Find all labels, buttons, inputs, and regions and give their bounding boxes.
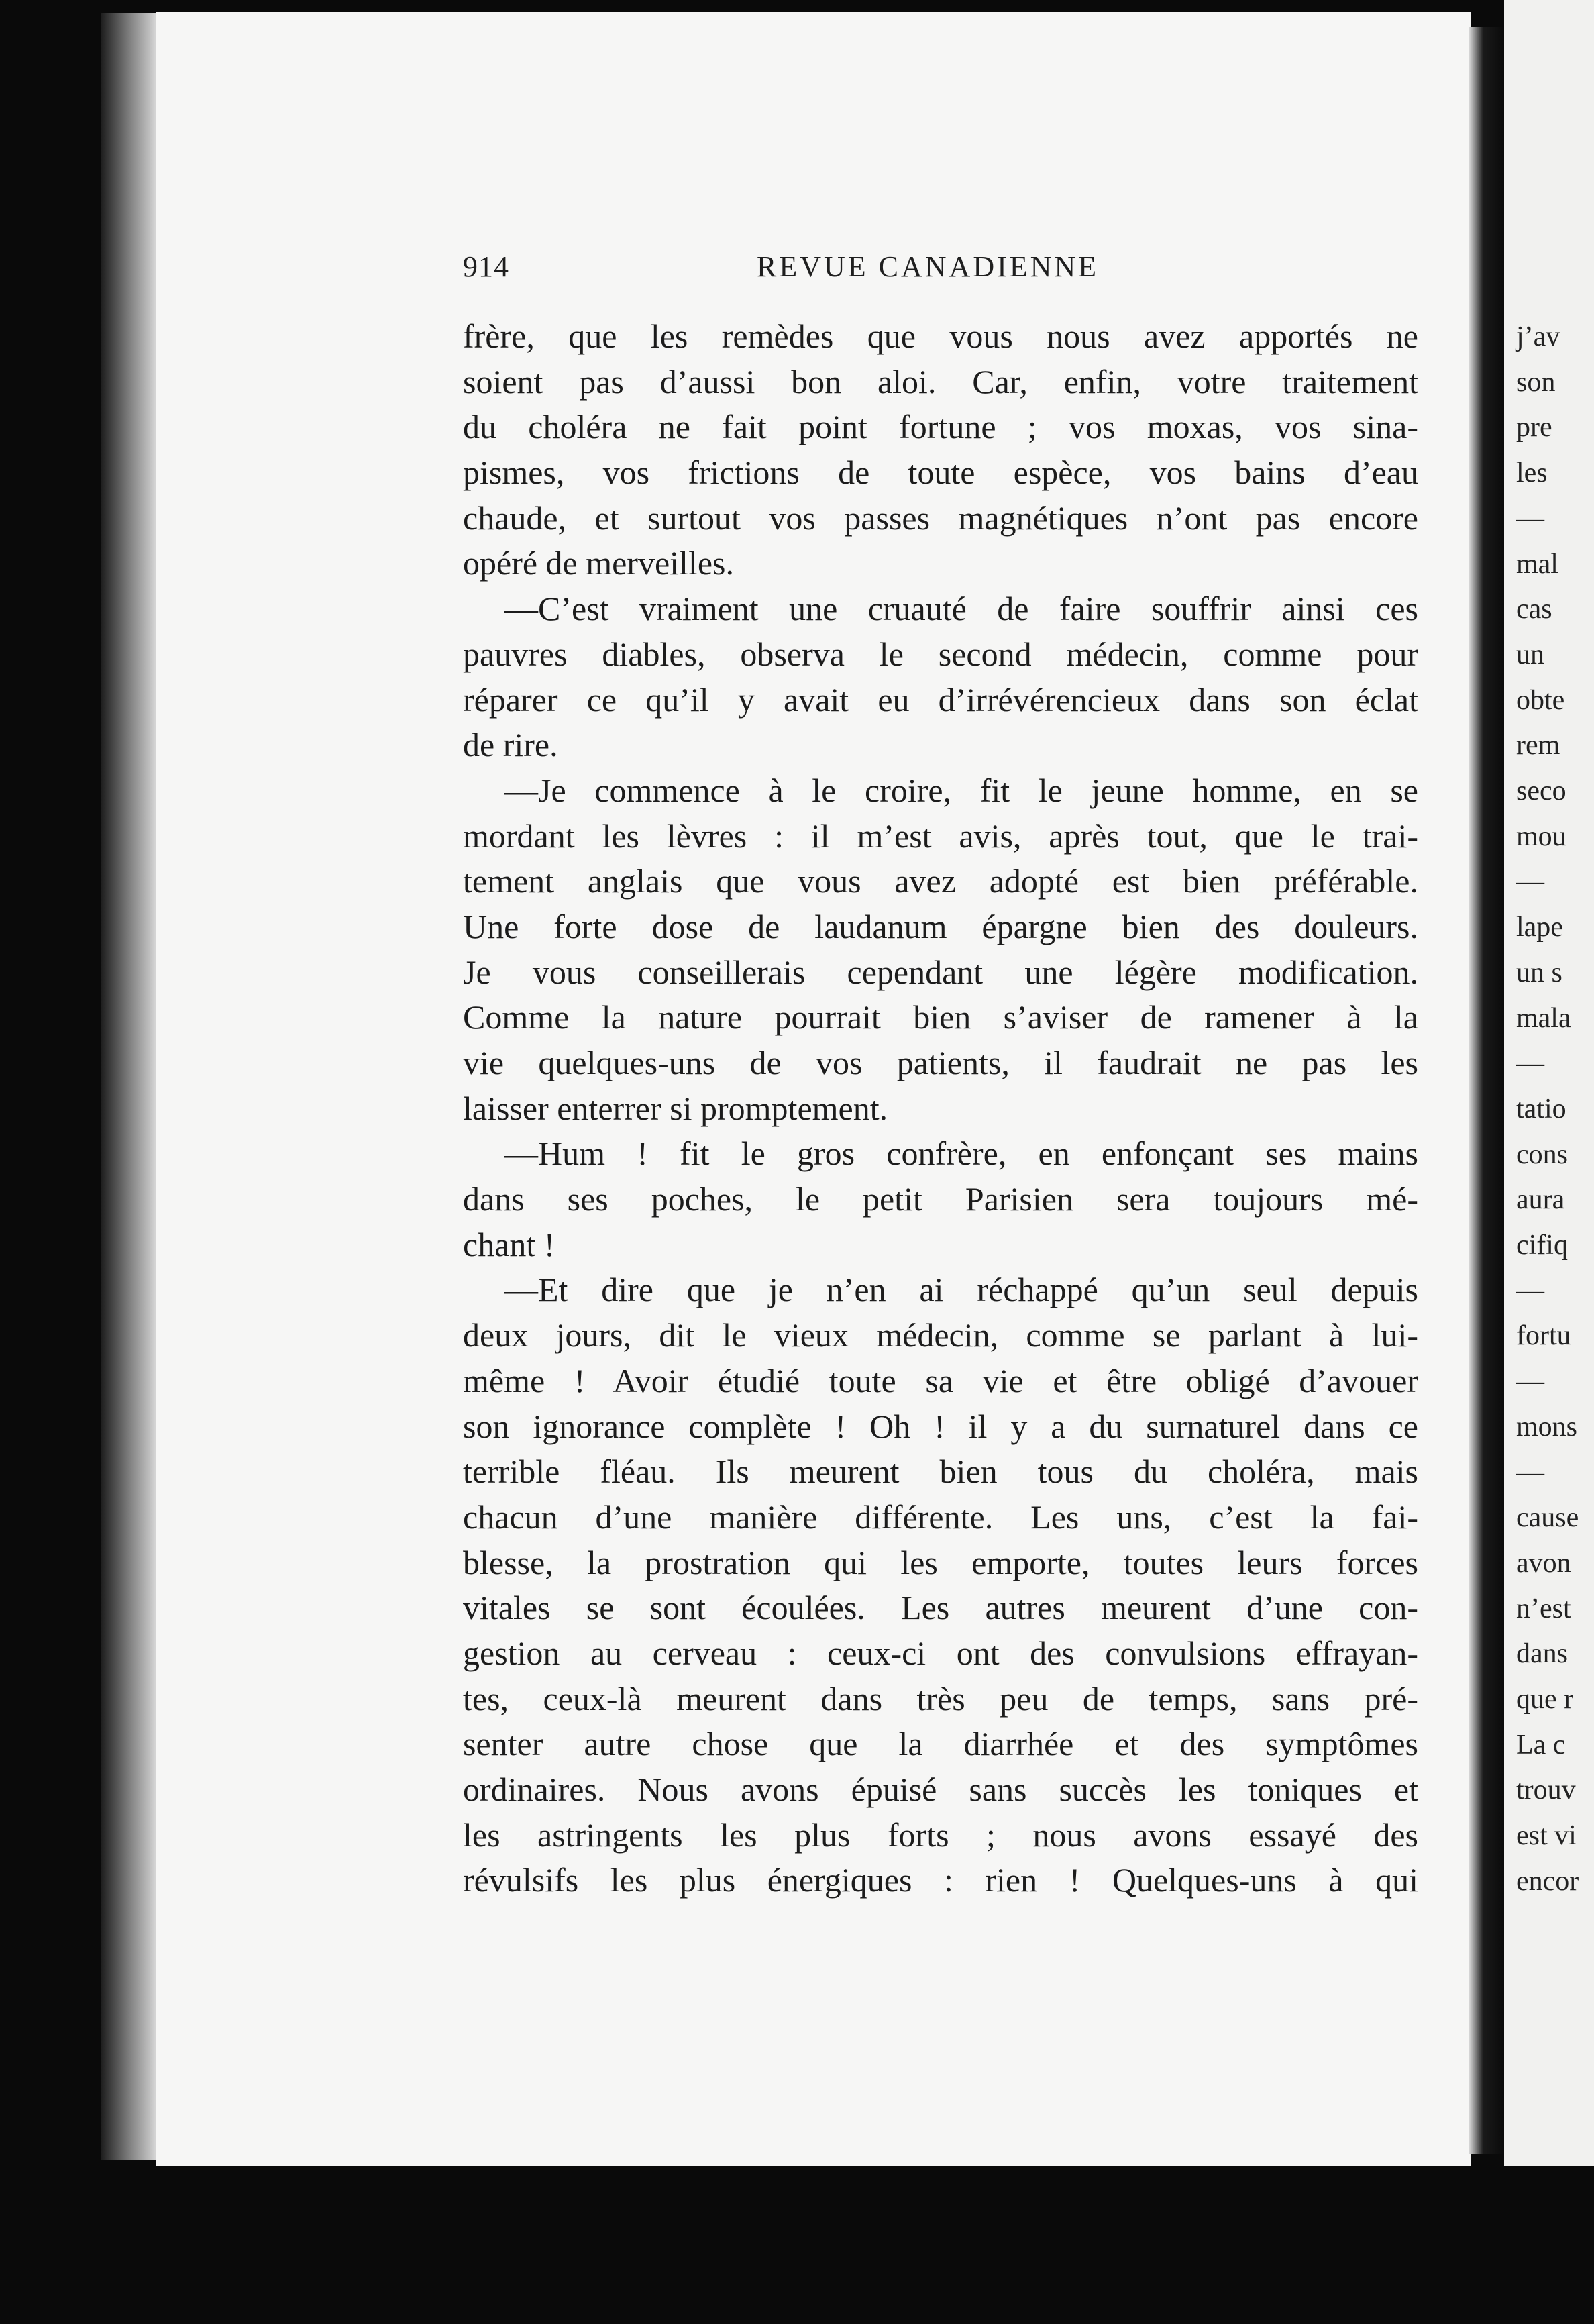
facing-page-line: trouv — [1516, 1775, 1576, 1806]
text-line: vitales se sont écoulées. Les autres meurent d’une con- — [463, 1589, 1418, 1627]
facing-page-line: un — [1516, 639, 1544, 670]
facing-page-line: — — [1516, 503, 1544, 534]
facing-page-line: un s — [1516, 957, 1562, 988]
text-line: terrible fléau. Ils meurent bien tous du choléra, mais — [463, 1452, 1418, 1491]
facing-page-line: cons — [1516, 1139, 1568, 1170]
facing-page-line: seco — [1516, 776, 1566, 806]
text-line: pauvres diables, observa le second médecin, comme pour — [463, 635, 1418, 673]
facing-page-line: encor — [1516, 1865, 1579, 1897]
page-edge-stack — [101, 13, 161, 2160]
facing-page-line: j’av — [1516, 321, 1560, 352]
text-line: chant ! — [463, 1225, 555, 1263]
facing-page-line: — — [1516, 1366, 1544, 1397]
facing-page-line: mons — [1516, 1411, 1578, 1442]
text-line: réparer ce qu’il y avait eu d’irrévérencieux dans son éclat — [463, 680, 1418, 719]
text-line: frère, que les remèdes que vous nous avez apportés ne — [463, 317, 1418, 355]
text-line: mordant les lèvres : il m’est avis, après tout, que le trai- — [463, 816, 1418, 855]
text-line: les astringents les plus forts ; nous avons essayé des — [463, 1815, 1418, 1854]
facing-page-line: rem — [1516, 730, 1560, 761]
facing-page-line: les — [1516, 458, 1548, 489]
text-line: soient pas d’aussi bon aloi. Car, enfin, votre traitement — [463, 362, 1418, 401]
text-line: pismes, vos frictions de toute espèce, vos bains d’eau — [463, 454, 1418, 492]
facing-page-line: fortu — [1516, 1320, 1571, 1352]
text-line: de rire. — [463, 726, 558, 764]
text-line: vie quelques-uns de vos patients, il faudrait ne pas les — [463, 1044, 1418, 1081]
facing-page-line: mou — [1516, 821, 1566, 852]
facing-page-line: cas — [1516, 594, 1552, 625]
text-line: Comme la nature pourrait bien s’aviser de ramener à la — [463, 998, 1418, 1037]
text-line: tement anglais que vous avez adopté est bien préférable. — [463, 862, 1418, 900]
facing-page-line: n’est — [1516, 1593, 1571, 1624]
text-line: opéré de merveilles. — [463, 544, 734, 582]
text-line: —Je commence à le croire, fit le jeune homme, en se — [504, 771, 1418, 809]
text-line: son ignorance complète ! Oh ! il y a du surnaturel dans ce — [463, 1407, 1418, 1445]
text-line: Une forte dose de laudanum épargne bien des douleurs. — [463, 907, 1418, 945]
page-number: 914 — [463, 250, 509, 283]
text-line: —C’est vraiment une cruauté de faire souffrir ainsi ces — [504, 590, 1418, 628]
facing-page-line: pre — [1516, 412, 1552, 443]
text-line: dans ses poches, le petit Parisien sera toujours mé- — [463, 1180, 1418, 1218]
text-line: blesse, la prostration qui les emporte, toutes leurs forces — [463, 1543, 1418, 1581]
text-line: senter autre chose que la diarrhée et des symptômes — [463, 1725, 1418, 1763]
text-line: Je vous conseillerais cependant une légère modification. — [463, 953, 1418, 991]
text-line: chacun d’une manière différente. Les uns, c’est la fai- — [463, 1497, 1418, 1536]
facing-page-line: avon — [1516, 1547, 1571, 1579]
text-line: gestion au cerveau : ceux-ci ont des convulsions effrayan- — [463, 1634, 1418, 1672]
facing-page — [1504, 0, 1594, 2324]
facing-page-line: — — [1516, 1048, 1544, 1079]
text-line: ordinaires. Nous avons épuisé sans succès les toniques et — [463, 1771, 1418, 1808]
facing-page-line: lape — [1516, 912, 1563, 943]
running-title: REVUE CANADIENNE — [757, 250, 1100, 283]
book-gutter — [1469, 27, 1504, 2154]
scanner-background — [0, 2166, 1594, 2324]
facing-page-line: tatio — [1516, 1093, 1566, 1124]
facing-page-line: — — [1516, 1275, 1544, 1306]
facing-page-line: La c — [1516, 1729, 1566, 1760]
text-line: chaude, et surtout vos passes magnétiques n’ont pas encore — [463, 498, 1418, 537]
page-header — [463, 250, 1416, 290]
text-line: —Hum ! fit le gros confrère, en enfonçant ses mains — [504, 1134, 1418, 1173]
facing-page-line: dans — [1516, 1638, 1568, 1670]
text-line: révulsifs les plus énergiques : rien ! Quelques-uns à qui — [463, 1861, 1418, 1899]
facing-page-line: cifiq — [1516, 1230, 1568, 1261]
text-line: même ! Avoir étudié toute sa vie et être obligé d’avouer — [463, 1361, 1418, 1399]
facing-page-line: obte — [1516, 684, 1565, 716]
text-line: tes, ceux-là meurent dans très peu de temps, sans pré- — [463, 1679, 1418, 1718]
facing-page-line: son — [1516, 366, 1556, 398]
facing-page-line: que r — [1516, 1684, 1574, 1715]
facing-page-line: — — [1516, 1457, 1544, 1488]
text-line: —Et dire que je n’en ai réchappé qu’un seul depuis — [504, 1271, 1418, 1309]
facing-page-line: — — [1516, 866, 1544, 898]
body-text — [463, 314, 1418, 1903]
facing-page-line: cause — [1516, 1502, 1579, 1534]
facing-page-line: est vi — [1516, 1820, 1577, 1852]
text-line: laisser enterrer si promptement. — [463, 1089, 888, 1127]
facing-page-line: mal — [1516, 548, 1558, 580]
facing-page-line: aura — [1516, 1184, 1565, 1216]
facing-page-line: mala — [1516, 1002, 1571, 1034]
text-line: deux jours, dit le vieux médecin, comme se parlant à lui- — [463, 1316, 1418, 1355]
text-line: du choléra ne fait point fortune ; vos moxas, vos sina- — [463, 408, 1418, 446]
